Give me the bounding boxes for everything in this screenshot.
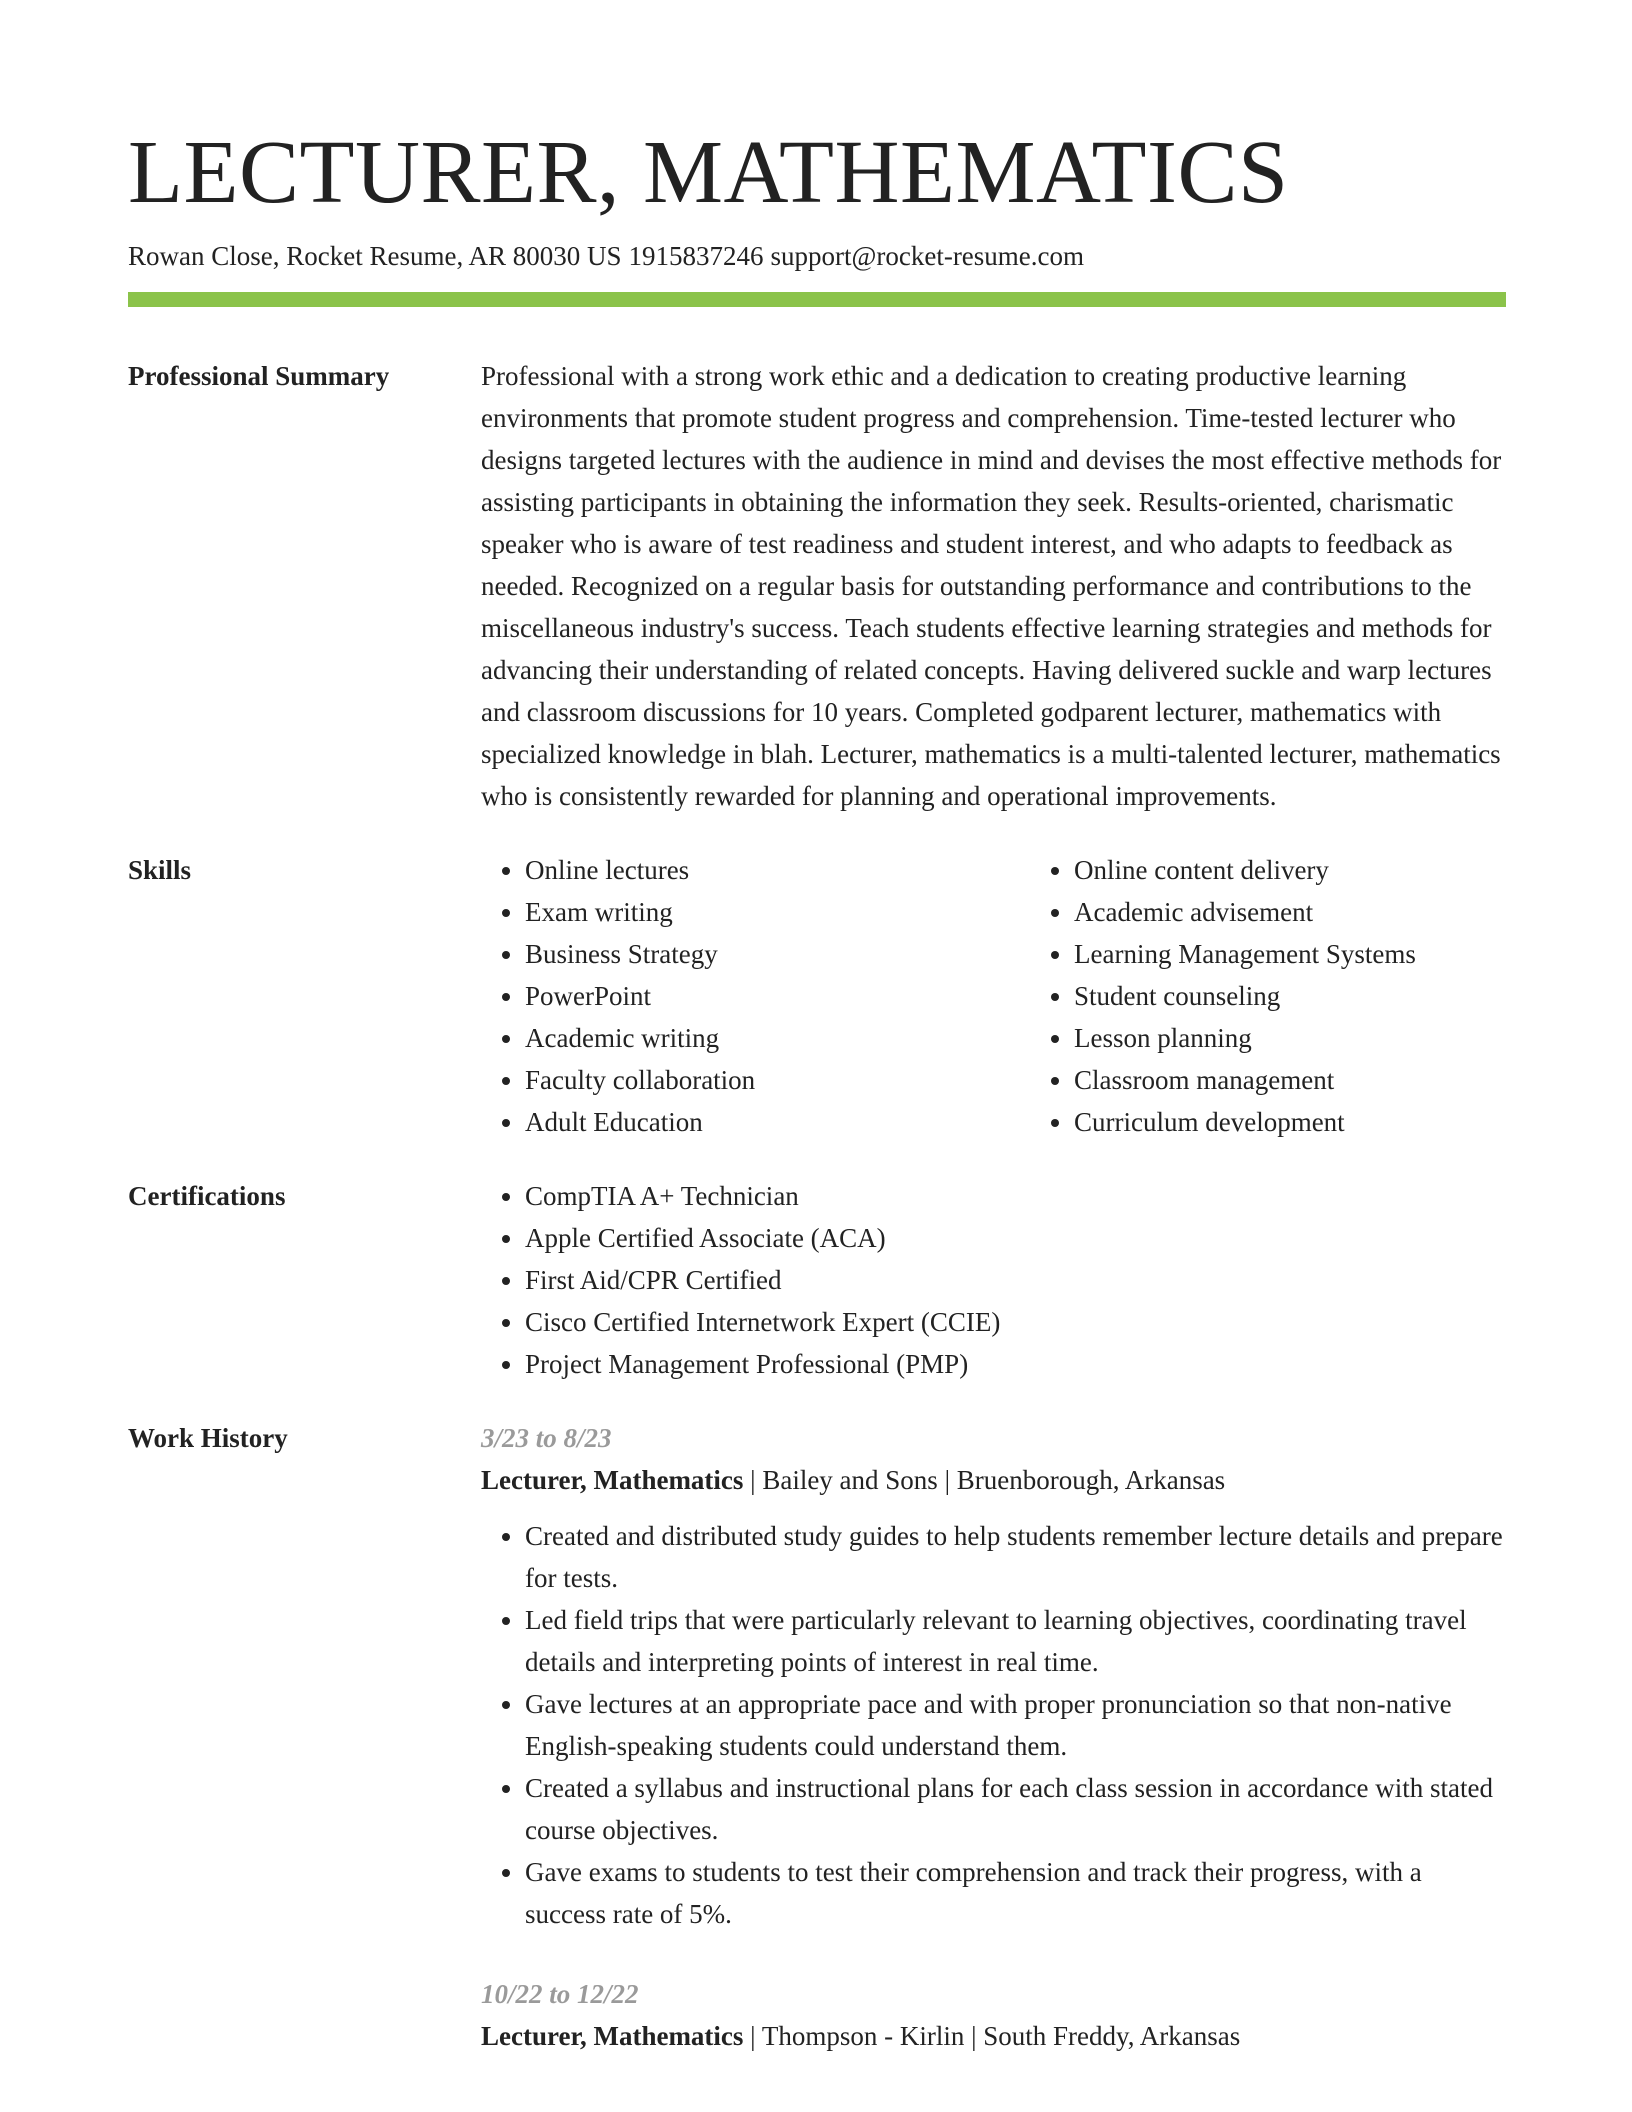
contact-phone: 1915837246 (628, 241, 764, 271)
job-dates: 3/23 to 8/23 (481, 1423, 612, 1453)
job-title: Lecturer, Mathematics (481, 1465, 744, 1495)
resume-page (128, 118, 1506, 2071)
job-duty: • Led field trips that were particularly relevant to learning objectives, coordinating travel details and interpreting points of interest in real time. (525, 1599, 1506, 1683)
skill-item: • Learning Management Systems (1074, 933, 1579, 975)
skill-item: • Online content delivery (1074, 849, 1579, 891)
job-company: Thompson - Kirlin (761, 2021, 965, 2051)
job-location: Bruenborough, Arkansas (956, 1465, 1226, 1495)
certifications-heading: Certifications (128, 1181, 286, 1211)
job-location: South Freddy, Arkansas (983, 2021, 1241, 2051)
job-duty: • Created and distributed study guides to help students remember lecture details and prepare for tests. (525, 1515, 1506, 1599)
certification-item: • CompTIA A+ Technician (525, 1175, 1506, 1217)
skill-item: • Academic advisement (1074, 891, 1579, 933)
skill-item: • Curriculum development (1074, 1101, 1579, 1143)
summary-heading: Professional Summary (128, 361, 390, 391)
skill-item: • Classroom management (1074, 1059, 1579, 1101)
certifications-section (128, 1175, 1506, 1385)
skills-heading: Skills (128, 855, 192, 885)
job-entry (481, 1973, 1506, 2057)
skill-item: • Student counseling (1074, 975, 1579, 1017)
job-duty: • Created a syllabus and instructional plans for each class session in accordance with stated course objectives. (525, 1767, 1506, 1851)
skill-item: • Faculty collaboration (525, 1059, 1030, 1101)
job-dates: 10/22 to 12/22 (481, 1979, 639, 2009)
skill-item: • PowerPoint (525, 975, 1030, 1017)
work-history-heading: Work History (128, 1423, 288, 1453)
skill-item: • Exam writing (525, 891, 1030, 933)
job-duties-list (481, 1515, 1506, 1935)
job-title-line: Lecturer, Mathematics | Thompson - Kirlin | South Freddy, Arkansas (481, 2021, 1241, 2051)
job-entry (481, 1417, 1506, 1935)
job-title-line: Lecturer, Mathematics | Bailey and Sons | Bruenborough, Arkansas (481, 1465, 1226, 1495)
summary-text: Professional with a strong work ethic and a dedication to creating productive learning environments that promote student progress and comprehension. Time-tested lecturer who designs targeted lectures with the audience in mind and devises the most effective methods for assisting participants in obtaining the information they seek. Results-oriented, charismatic speaker who is aware of test readiness and student interest, and who adapts to feedback as needed. Recognized on a regular basis for outstanding performance and contributions to the miscellaneous industry's success. Teach students effective learning strategies and methods for advancing their understanding of related concepts. Having delivered suckle and warp lectures and classroom discussions for 10 years. Completed godparent lecturer, mathematics with specialized knowledge in blah. Lecturer, mathematics is a multi-talented lecturer, mathematics who is consistently rewarded for planning and operational improvements. (481, 361, 1502, 811)
contact-address: Rowan Close, Rocket Resume, AR 80030 US (128, 241, 622, 271)
skill-item: • Business Strategy (525, 933, 1030, 975)
job-title: Lecturer, Mathematics (481, 2021, 744, 2051)
contact-email: support@rocket-resume.com (770, 241, 1085, 271)
skill-item: • Lesson planning (1074, 1017, 1579, 1059)
skills-grid (481, 849, 1579, 1143)
certification-item: • Project Management Professional (PMP) (525, 1343, 1506, 1385)
job-duty: • Gave exams to students to test their comprehension and track their progress, with a success rate of 5%. (525, 1851, 1506, 1935)
skills-section (128, 849, 1506, 1143)
skill-item: • Adult Education (525, 1101, 1030, 1143)
certification-item: • Cisco Certified Internetwork Expert (CCIE) (525, 1301, 1506, 1343)
accent-divider (128, 292, 1506, 307)
summary-section (128, 355, 1506, 817)
contact-line (128, 236, 1506, 276)
certifications-list (481, 1175, 1506, 1385)
skills-list-left (481, 849, 1030, 1143)
certification-item: • Apple Certified Associate (ACA) (525, 1217, 1506, 1259)
skill-item: • Academic writing (525, 1017, 1030, 1059)
certification-item: • First Aid/CPR Certified (525, 1259, 1506, 1301)
job-duty: • Gave lectures at an appropriate pace and with proper pronunciation so that non-native English-speaking students could understand them. (525, 1683, 1506, 1767)
job-company: Bailey and Sons (762, 1465, 938, 1495)
candidate-name: LECTURER, MATHEMATICS (128, 123, 1289, 222)
work-history-section (128, 1417, 1506, 2071)
skill-item: • Online lectures (525, 849, 1030, 891)
skills-list-right (1030, 849, 1579, 1143)
